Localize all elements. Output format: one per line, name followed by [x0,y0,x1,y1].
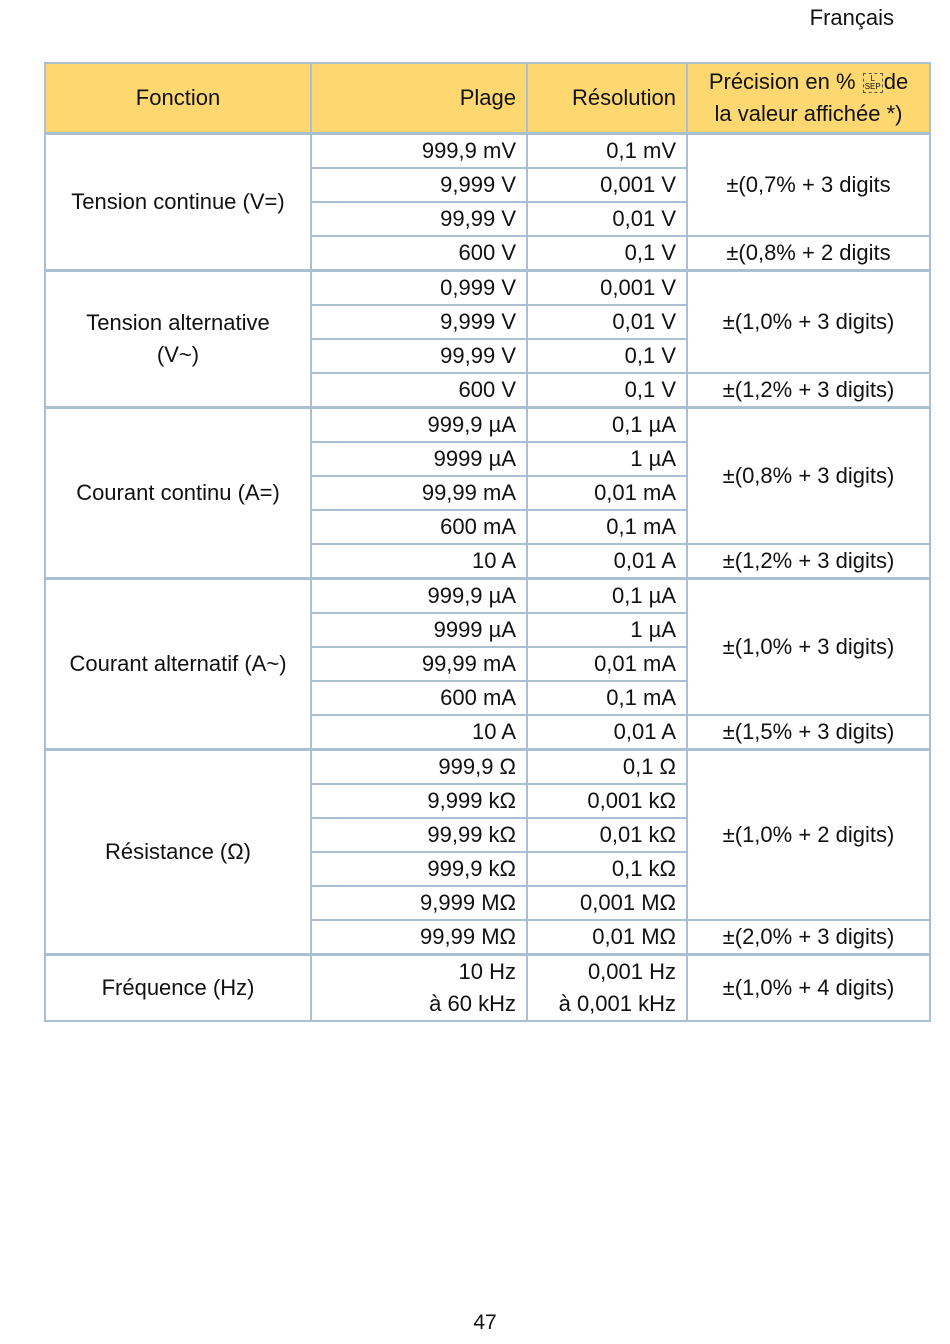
precision-cell: ±(0,8% + 2 digits [687,236,930,271]
function-label: (V~) [156,342,200,367]
range-value: 999,9 mV [421,138,516,163]
range-cell [311,339,527,373]
range-value: 9,999 MΩ [420,890,516,915]
range-cell [311,442,527,476]
separator-glyph: L SEP [864,74,881,92]
table-row [45,134,930,169]
resolution-cell [527,920,687,955]
range-cell [311,271,527,306]
resolution-cell [527,681,687,715]
resolution-cell [527,886,687,920]
table-row [45,750,930,785]
resolution-value: 0,1 V [624,240,676,265]
function-cell [45,579,311,750]
resolution-value: 0,1 mA [606,514,676,539]
resolution-value: 0,01 mA [594,651,676,676]
precision-cell: ±(1,0% + 3 digits) [687,579,930,716]
range-cell [311,647,527,681]
resolution-value: 0,1 µA [611,412,676,437]
function-cell [45,750,311,955]
resolution-cell [527,134,687,169]
resolution-value: 0,1 µA [611,583,676,608]
range-cell [311,476,527,510]
header-resolution: Résolution [527,63,687,134]
range-value: 999,9 Ω [438,754,516,779]
range-cell [311,544,527,579]
precision-cell: ±(1,0% + 2 digits) [687,750,930,921]
resolution-value: 0,1 V [624,343,676,368]
resolution-value: 0,01 A [613,719,676,744]
function-cell [45,408,311,579]
range-value: 10 A [471,548,516,573]
range-cell [311,236,527,271]
range-value: 10 Hz [458,959,516,984]
resolution-cell [527,373,687,408]
resolution-cell [527,613,687,647]
function-cell [45,134,311,271]
range-cell [311,613,527,647]
header-precision [687,63,930,134]
resolution-cell [527,955,687,1022]
range-cell [311,784,527,818]
function-label: Tension continue (V=) [71,189,285,214]
resolution-cell [527,510,687,544]
precision-cell: ±(0,8% + 3 digits) [687,408,930,545]
resolution-cell [527,784,687,818]
resolution-value: 1 µA [630,617,676,642]
resolution-cell [527,750,687,785]
range-cell [311,510,527,544]
header-precision-line1-end: de [883,69,909,94]
function-label: Courant continu (A=) [76,480,280,505]
range-value: 600 mA [440,685,516,710]
resolution-value: 0,1 mA [606,685,676,710]
header-language: Français [809,5,894,30]
function-cell [45,271,311,408]
range-cell [311,920,527,955]
range-value: 9,999 V [440,309,516,334]
resolution-value: 0,001 kΩ [587,788,676,813]
range-value: 99,99 mA [421,651,516,676]
resolution-cell [527,544,687,579]
range-value: 999,9 kΩ [427,856,516,881]
range-cell [311,886,527,920]
range-value: 9,999 kΩ [427,788,516,813]
resolution-value: 0,01 kΩ [599,822,676,847]
function-label: Courant alternatif (A~) [69,651,287,676]
table-row [45,579,930,614]
resolution-cell [527,579,687,614]
range-cell [311,818,527,852]
precision-cell: ±(0,7% + 3 digits [687,134,930,237]
resolution-value: 0,01 MΩ [592,924,676,949]
precision-cell: ±(1,5% + 3 digits) [687,715,930,750]
function-cell [45,955,311,1022]
range-cell [311,168,527,202]
resolution-value: 0,001 V [600,275,676,300]
resolution-cell [527,476,687,510]
header-function: Fonction [45,63,311,134]
page-number: 47 [473,1311,497,1334]
range-cell [311,715,527,750]
function-label: Fréquence (Hz) [101,975,255,1000]
resolution-cell [527,305,687,339]
resolution-cell [527,442,687,476]
precision-cell: ±(2,0% + 3 digits) [687,920,930,955]
range-value: 99,99 MΩ [420,924,516,949]
range-cell [311,373,527,408]
range-cell [311,202,527,236]
table-row [45,271,930,306]
resolution-cell [527,236,687,271]
specifications-table [44,62,931,1022]
range-cell [311,305,527,339]
resolution-cell [527,818,687,852]
range-value: 9,999 V [440,172,516,197]
range-value: 0,999 V [440,275,516,300]
table-row [45,955,930,1022]
resolution-cell [527,647,687,681]
header-range: Plage [311,63,527,134]
range-cell [311,955,527,1022]
function-label: Tension alternative [86,310,270,335]
resolution-value: 0,1 Ω [622,754,676,779]
resolution-value: 0,01 V [612,206,676,231]
resolution-value: 1 µA [630,446,676,471]
range-value: 600 mA [440,514,516,539]
table-row [45,408,930,443]
resolution-value: 0,001 Hz [587,959,676,984]
range-cell [311,681,527,715]
function-label: Résistance (Ω) [104,839,252,864]
range-cell [311,750,527,785]
precision-cell: ±(1,2% + 3 digits) [687,373,930,408]
resolution-value: 0,01 A [613,548,676,573]
resolution-cell [527,202,687,236]
resolution-cell [527,715,687,750]
range-cell [311,134,527,169]
range-value-line2: à 60 kHz [429,991,516,1016]
resolution-value: 0,1 mV [606,138,676,163]
resolution-value-line2: à 0,001 kHz [558,991,676,1016]
precision-cell: ±(1,2% + 3 digits) [687,544,930,579]
range-value: 99,99 kΩ [427,822,516,847]
precision-cell: ±(1,0% + 3 digits) [687,271,930,374]
resolution-cell [527,339,687,373]
precision-cell: ±(1,0% + 4 digits) [687,955,930,1022]
resolution-cell [527,168,687,202]
range-value: 600 V [458,377,516,402]
header-precision-line1: Précision en % [708,69,856,94]
resolution-value: 0,001 MΩ [580,890,676,915]
range-value: 99,99 V [440,206,516,231]
resolution-value: 0,1 V [624,377,676,402]
range-cell [311,408,527,443]
resolution-value: 0,001 V [600,172,676,197]
header-precision-line2: la valeur affichée *) [714,101,903,126]
range-cell [311,579,527,614]
table-body [45,134,930,1022]
range-value: 99,99 mA [421,480,516,505]
range-value: 999,9 µA [427,412,516,437]
range-value: 999,9 µA [427,583,516,608]
range-value: 9999 µA [433,446,516,471]
resolution-value: 0,01 mA [594,480,676,505]
resolution-value: 0,1 kΩ [611,856,676,881]
range-value: 10 A [471,719,516,744]
range-value: 9999 µA [433,617,516,642]
resolution-cell [527,852,687,886]
resolution-cell [527,408,687,443]
resolution-value: 0,01 V [612,309,676,334]
table-header-row [45,63,930,134]
range-cell [311,852,527,886]
range-value: 99,99 V [440,343,516,368]
resolution-cell [527,271,687,306]
range-value: 600 V [458,240,516,265]
